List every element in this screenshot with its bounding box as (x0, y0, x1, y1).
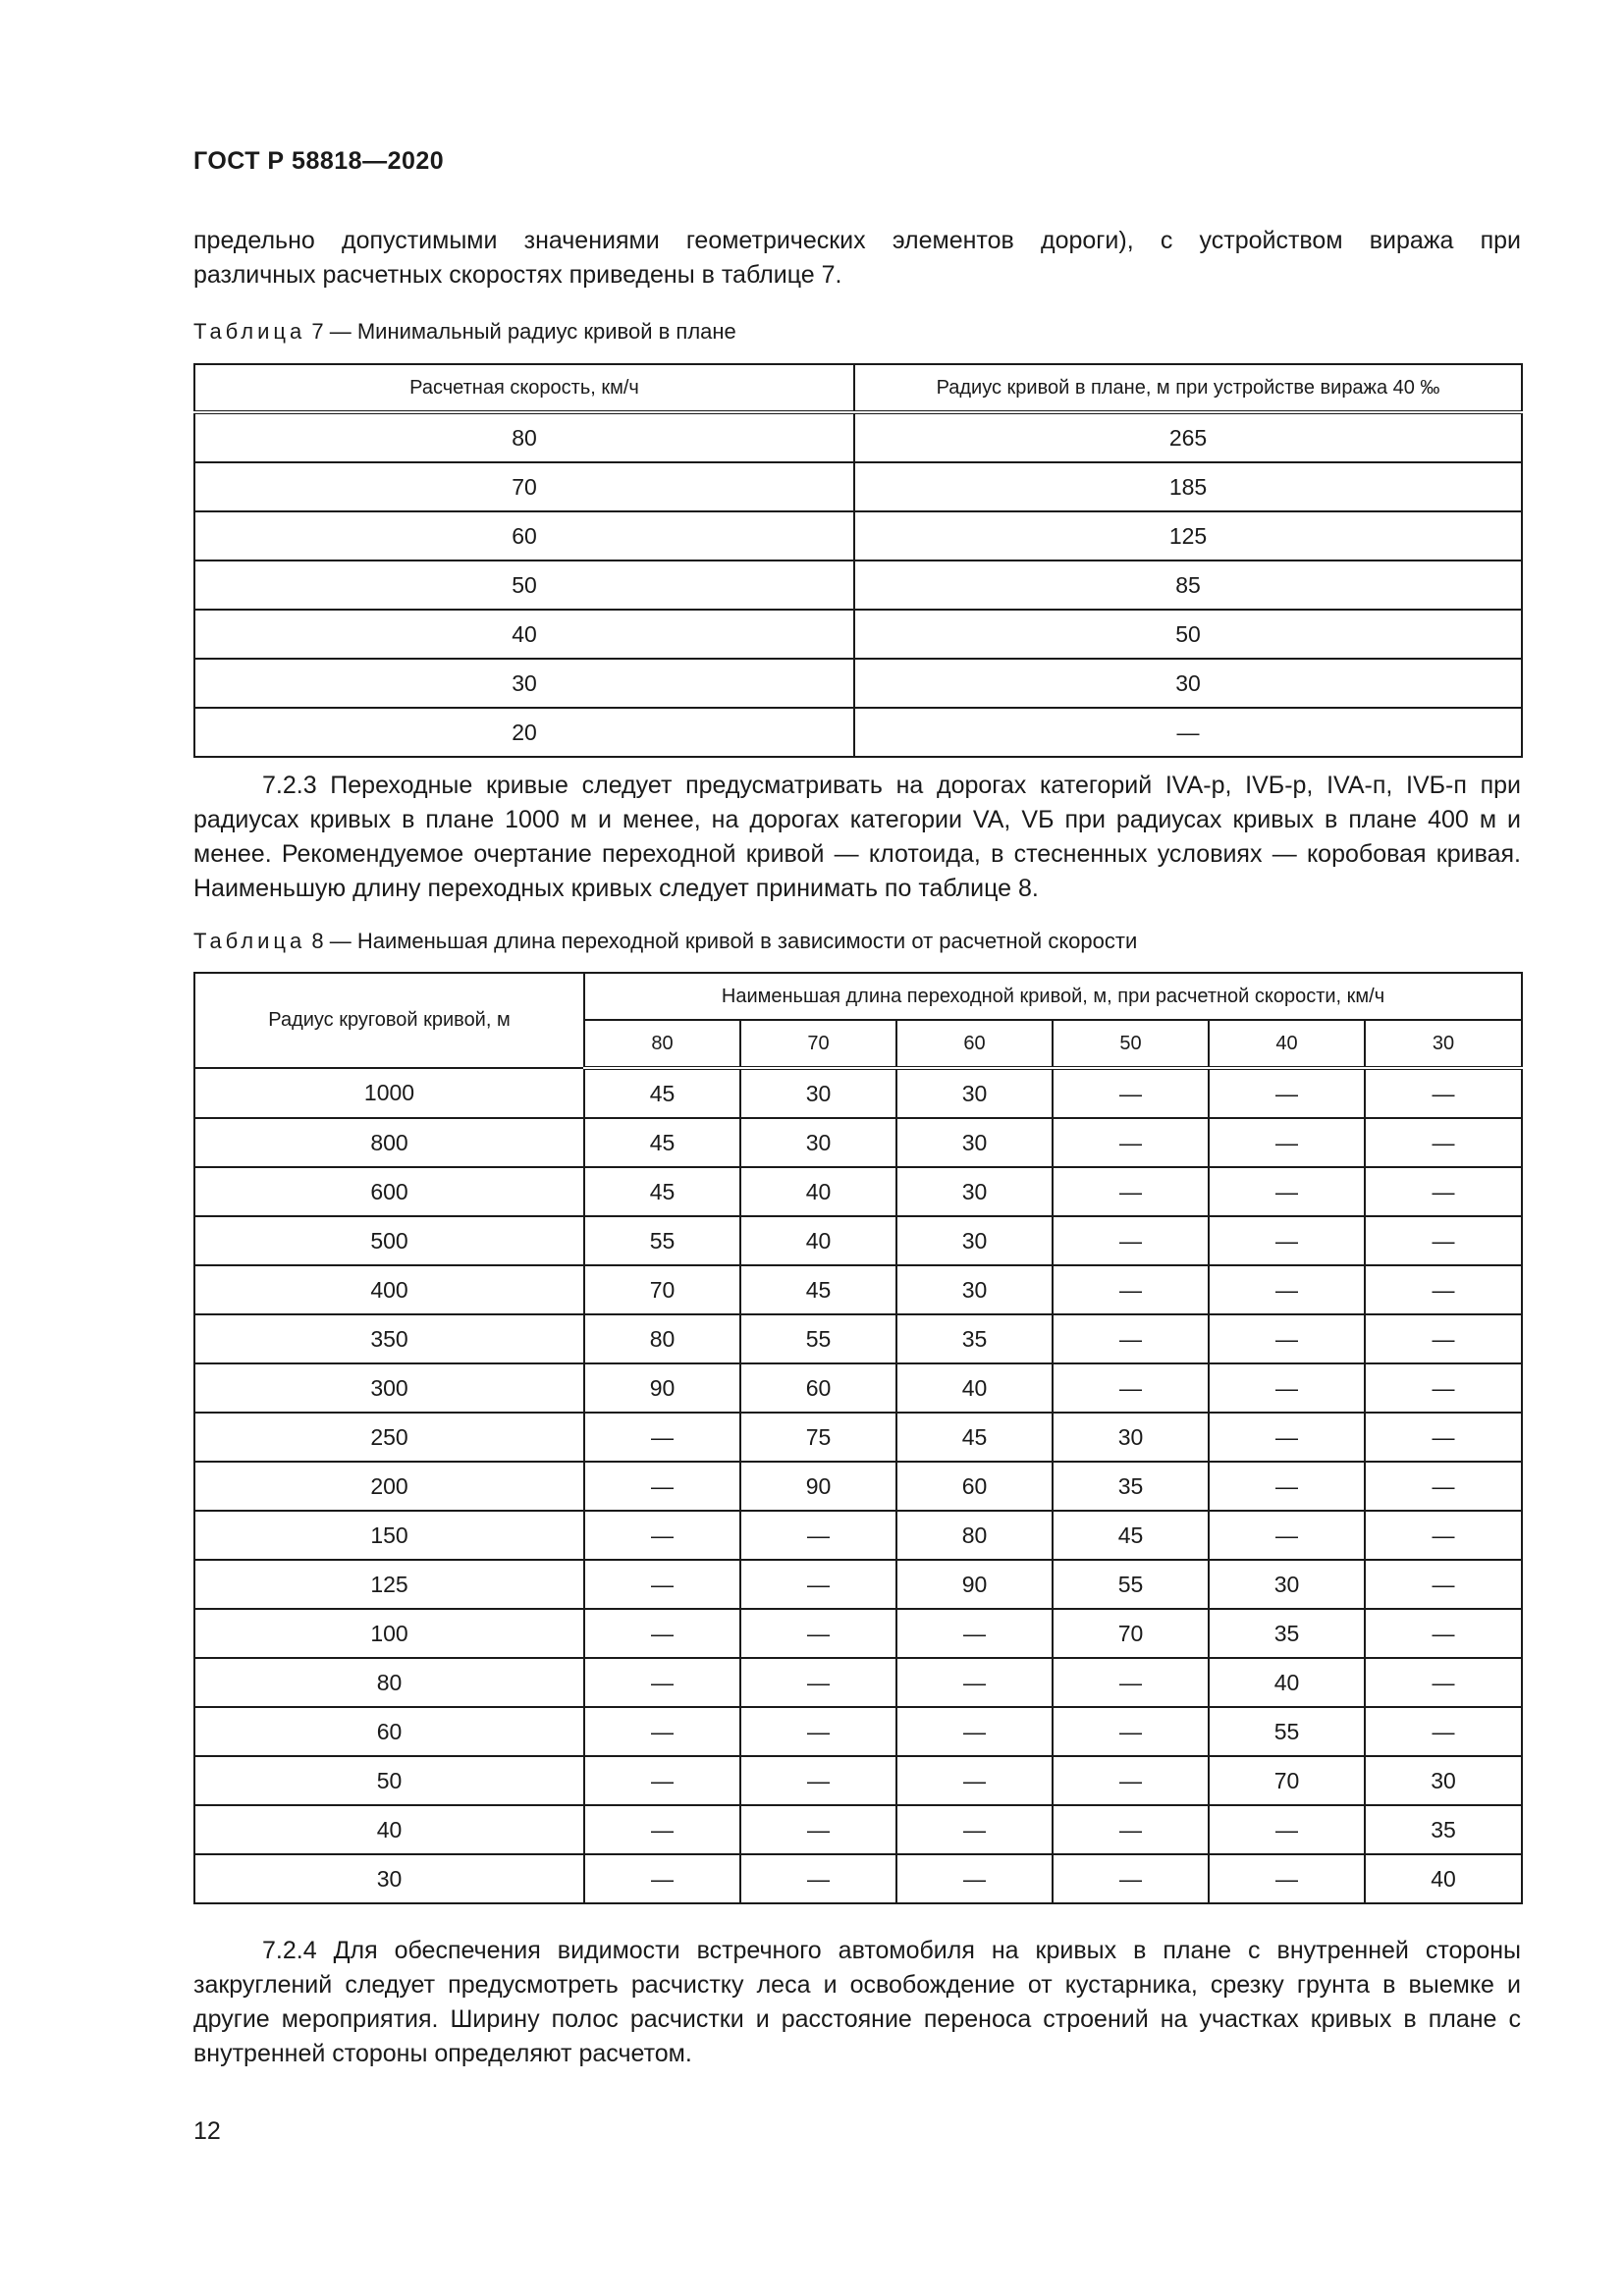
table7-cell-speed: 40 (194, 610, 854, 659)
table8-cell-length: — (1365, 1265, 1522, 1314)
table8-row (194, 1756, 1522, 1805)
table8-cell-length: — (1053, 1118, 1209, 1167)
table8-cell-length: — (740, 1560, 896, 1609)
table8-cell-length: — (584, 1413, 740, 1462)
table8-cell-length: 45 (584, 1068, 740, 1118)
table7-cell-radius: 125 (854, 511, 1522, 561)
table8-cell-length: — (1053, 1265, 1209, 1314)
table8-cell-length: 30 (1365, 1756, 1522, 1805)
table8-cell-length: — (1053, 1216, 1209, 1265)
table8-cell-length: 35 (1365, 1805, 1522, 1854)
table7-row (194, 708, 1522, 757)
table8-cell-length: 70 (584, 1265, 740, 1314)
table7-caption-text: 7 — Минимальный радиус кривой в плане (311, 319, 736, 344)
table8-header-speed: 50 (1053, 1020, 1209, 1068)
table7-cell-radius: 50 (854, 610, 1522, 659)
table8-header-radius: Радиус круговой кривой, м (194, 973, 584, 1068)
table8-cell-length: — (1365, 1658, 1522, 1707)
table8-cell-length: 90 (896, 1560, 1053, 1609)
table8-cell-length: 55 (740, 1314, 896, 1363)
table8-cell-length: 40 (1209, 1658, 1365, 1707)
table8-row (194, 1216, 1522, 1265)
table8-cell-radius: 50 (194, 1756, 584, 1805)
table8-cell-length: — (740, 1707, 896, 1756)
table8-cell-length: 35 (896, 1314, 1053, 1363)
table8-cell-length: — (1365, 1216, 1522, 1265)
table8-cell-length: — (896, 1805, 1053, 1854)
table8-cell-length: — (1053, 1707, 1209, 1756)
table8-cell-length: — (1209, 1363, 1365, 1413)
table7-row (194, 610, 1522, 659)
table8-row (194, 1413, 1522, 1462)
table7-cell-radius: 85 (854, 561, 1522, 610)
table8-row (194, 1707, 1522, 1756)
table8-cell-length: — (896, 1658, 1053, 1707)
table8-cell-radius: 60 (194, 1707, 584, 1756)
table8-cell-length: 40 (740, 1167, 896, 1216)
table8-cell-length: 45 (1053, 1511, 1209, 1560)
table8-cell-length: 35 (1053, 1462, 1209, 1511)
table8-header-speed: 70 (740, 1020, 896, 1068)
table8-cell-length: — (1365, 1413, 1522, 1462)
table8-cell-length: — (896, 1854, 1053, 1903)
table8-cell-length: — (1053, 1167, 1209, 1216)
table8-cell-length: — (584, 1609, 740, 1658)
table8-cell-length: — (1053, 1068, 1209, 1118)
table8-cell-length: — (1209, 1265, 1365, 1314)
table8-cell-length: — (1365, 1511, 1522, 1560)
table8-cell-radius: 300 (194, 1363, 584, 1413)
table8-cell-length: — (1209, 1511, 1365, 1560)
table8-cell-length: — (584, 1511, 740, 1560)
table8-cell-length: — (584, 1805, 740, 1854)
table8-cell-length: — (584, 1658, 740, 1707)
table8-cell-radius: 400 (194, 1265, 584, 1314)
table8-cell-length: — (896, 1609, 1053, 1658)
table8-cell-length: 30 (896, 1216, 1053, 1265)
table8-row (194, 1068, 1522, 1118)
table8-cell-length: 30 (1053, 1413, 1209, 1462)
table8-cell-length: — (1209, 1167, 1365, 1216)
table8-cell-length: — (740, 1854, 896, 1903)
table8-cell-length: — (1209, 1854, 1365, 1903)
table8-row (194, 1854, 1522, 1903)
intro-line-2: различных расчетных скоростях приведены в таблице 7. (193, 261, 842, 289)
table7 (193, 363, 1523, 758)
table8-cell-length: — (1209, 1068, 1365, 1118)
table8-cell-length: — (1365, 1462, 1522, 1511)
table8-cell-length: — (1365, 1560, 1522, 1609)
table8-cell-length: 45 (896, 1413, 1053, 1462)
table8-cell-radius: 600 (194, 1167, 584, 1216)
table8-cell-radius: 40 (194, 1805, 584, 1854)
table8-cell-length: — (740, 1756, 896, 1805)
table8-cell-length: — (1209, 1216, 1365, 1265)
table8-cell-length: — (1365, 1609, 1522, 1658)
table8-cell-length: 30 (896, 1118, 1053, 1167)
table8-caption-text: 8 — Наименьшая длина переходной кривой в зависимости от расчетной скорости (311, 929, 1138, 953)
table8-header-speed: 80 (584, 1020, 740, 1068)
table8 (193, 972, 1523, 1904)
table8-cell-length: 55 (1209, 1707, 1365, 1756)
table8-caption-label: Таблица (193, 929, 306, 953)
table8-cell-length: — (584, 1854, 740, 1903)
table8-cell-length: — (1053, 1854, 1209, 1903)
table8-header-speed: 60 (896, 1020, 1053, 1068)
table8-header-speed: 40 (1209, 1020, 1365, 1068)
table8-cell-radius: 80 (194, 1658, 584, 1707)
table8-row (194, 1167, 1522, 1216)
table7-cell-radius: 185 (854, 462, 1522, 511)
table8-cell-radius: 200 (194, 1462, 584, 1511)
intro-line-1: предельно допустимыми значениями геометрических элементов дороги), с устройством виража при (193, 227, 1521, 254)
table8-cell-length: — (1365, 1167, 1522, 1216)
table8-cell-length: — (1365, 1118, 1522, 1167)
table7-row (194, 511, 1522, 561)
table8-cell-length: 45 (584, 1118, 740, 1167)
table8-row (194, 1805, 1522, 1854)
table7-cell-radius: — (854, 708, 1522, 757)
table8-cell-length: 70 (1053, 1609, 1209, 1658)
table7-cell-speed: 70 (194, 462, 854, 511)
table8-cell-radius: 500 (194, 1216, 584, 1265)
table8-cell-length: — (584, 1462, 740, 1511)
table7-cell-speed: 20 (194, 708, 854, 757)
table7-caption (193, 319, 736, 345)
table8-cell-length: 40 (1365, 1854, 1522, 1903)
table8-cell-length: 60 (896, 1462, 1053, 1511)
section-7-2-4-text: 7.2.4 Для обеспечения видимости встречного автомобиля на кривых в плане с внутренней стороны закруглений следует предусмотреть расчистку леса и освобождение от кустарника, срезку грунта в выемке и другие мероприятия. Ширину полос расчистки и расстояние переноса строений на участках кривых в плане с внутренней стороны определяют расчетом. (193, 1937, 1521, 2067)
table8-cell-length: — (740, 1658, 896, 1707)
table7-row (194, 561, 1522, 610)
section-7-2-4 (193, 1934, 1521, 2071)
table8-row (194, 1118, 1522, 1167)
table8-cell-radius: 150 (194, 1511, 584, 1560)
table8-cell-length: — (896, 1707, 1053, 1756)
table8-row (194, 1363, 1522, 1413)
table8-cell-length: — (1209, 1805, 1365, 1854)
table8-cell-length: 45 (740, 1265, 896, 1314)
section-7-2-3-text: 7.2.3 Переходные кривые следует предусматривать на дорогах категорий IVA-р, IVБ-р, IVA-п, IVБ-п при радиусах кривых в плане 1000 м и менее, на дорогах категории VA, VБ при радиусах кривых в плане 400 м и менее. Рекомендуемое очертание переходной кривой — клотоида, в стесненных условиях — коробовая кривая. Наименьшую длину переходных кривых следует принимать по таблице 8. (193, 772, 1521, 902)
table7-cell-speed: 50 (194, 561, 854, 610)
table8-row (194, 1265, 1522, 1314)
table8-cell-length: — (584, 1707, 740, 1756)
table7-header-speed: Расчетная скорость, км/ч (194, 364, 854, 412)
table8-cell-length: 90 (584, 1363, 740, 1413)
table8-cell-length: 75 (740, 1413, 896, 1462)
page-header-standard-id: ГОСТ Р 58818—2020 (193, 147, 445, 175)
table8-cell-length: — (1053, 1314, 1209, 1363)
table8-cell-length: 80 (584, 1314, 740, 1363)
table8-cell-radius: 800 (194, 1118, 584, 1167)
table7-row (194, 412, 1522, 462)
table8-cell-length: — (1209, 1118, 1365, 1167)
table8-header-speed: 30 (1365, 1020, 1522, 1068)
table8-cell-length: 40 (896, 1363, 1053, 1413)
table8-cell-length: — (1209, 1462, 1365, 1511)
table8-cell-length: — (1209, 1314, 1365, 1363)
table8-cell-length: 55 (584, 1216, 740, 1265)
table8-cell-length: — (1053, 1756, 1209, 1805)
table8-header-group: Наименьшая длина переходной кривой, м, при расчетной скорости, км/ч (584, 973, 1522, 1020)
table8-cell-length: — (584, 1560, 740, 1609)
table8-cell-length: — (1209, 1413, 1365, 1462)
table8-row (194, 1462, 1522, 1511)
table8-row (194, 1560, 1522, 1609)
section-7-2-3 (193, 769, 1521, 906)
table8-cell-radius: 350 (194, 1314, 584, 1363)
table8-cell-length: — (1365, 1707, 1522, 1756)
table7-row (194, 462, 1522, 511)
table8-cell-length: — (740, 1609, 896, 1658)
table8-cell-length: 45 (584, 1167, 740, 1216)
table8-cell-length: 30 (896, 1167, 1053, 1216)
table8-cell-length: 30 (896, 1265, 1053, 1314)
table8-cell-length: 30 (1209, 1560, 1365, 1609)
table8-cell-length: 30 (740, 1118, 896, 1167)
table8-cell-length: 35 (1209, 1609, 1365, 1658)
table8-cell-radius: 1000 (194, 1068, 584, 1118)
table8-row (194, 1609, 1522, 1658)
table8-cell-length: — (1365, 1363, 1522, 1413)
table8-row (194, 1314, 1522, 1363)
table8-cell-length: 30 (896, 1068, 1053, 1118)
table8-row (194, 1511, 1522, 1560)
table8-caption (193, 929, 1137, 954)
table8-cell-length: 60 (740, 1363, 896, 1413)
table8-cell-length: — (896, 1756, 1053, 1805)
table8-cell-length: — (584, 1756, 740, 1805)
page-number: 12 (193, 2117, 221, 2145)
table7-cell-speed: 60 (194, 511, 854, 561)
table8-cell-radius: 125 (194, 1560, 584, 1609)
table7-cell-speed: 80 (194, 412, 854, 462)
table8-cell-length: — (1365, 1068, 1522, 1118)
table7-cell-speed: 30 (194, 659, 854, 708)
table8-cell-length: 40 (740, 1216, 896, 1265)
table8-cell-length: 30 (740, 1068, 896, 1118)
table8-cell-length: — (1053, 1363, 1209, 1413)
table8-cell-length: 55 (1053, 1560, 1209, 1609)
table8-cell-length: 80 (896, 1511, 1053, 1560)
table7-cell-radius: 265 (854, 412, 1522, 462)
table8-cell-radius: 250 (194, 1413, 584, 1462)
table7-cell-radius: 30 (854, 659, 1522, 708)
table7-row (194, 659, 1522, 708)
table8-cell-radius: 100 (194, 1609, 584, 1658)
table8-cell-length: — (1053, 1658, 1209, 1707)
table8-row (194, 1658, 1522, 1707)
table8-cell-length: — (740, 1805, 896, 1854)
table7-caption-label: Таблица (193, 319, 306, 344)
table8-cell-length: 70 (1209, 1756, 1365, 1805)
table7-header-radius: Радиус кривой в плане, м при устройстве виража 40 ‰ (854, 364, 1522, 412)
table8-cell-radius: 30 (194, 1854, 584, 1903)
intro-paragraph (193, 224, 1521, 293)
table8-cell-length: — (1053, 1805, 1209, 1854)
table8-cell-length: — (740, 1511, 896, 1560)
table8-cell-length: 90 (740, 1462, 896, 1511)
table8-cell-length: — (1365, 1314, 1522, 1363)
